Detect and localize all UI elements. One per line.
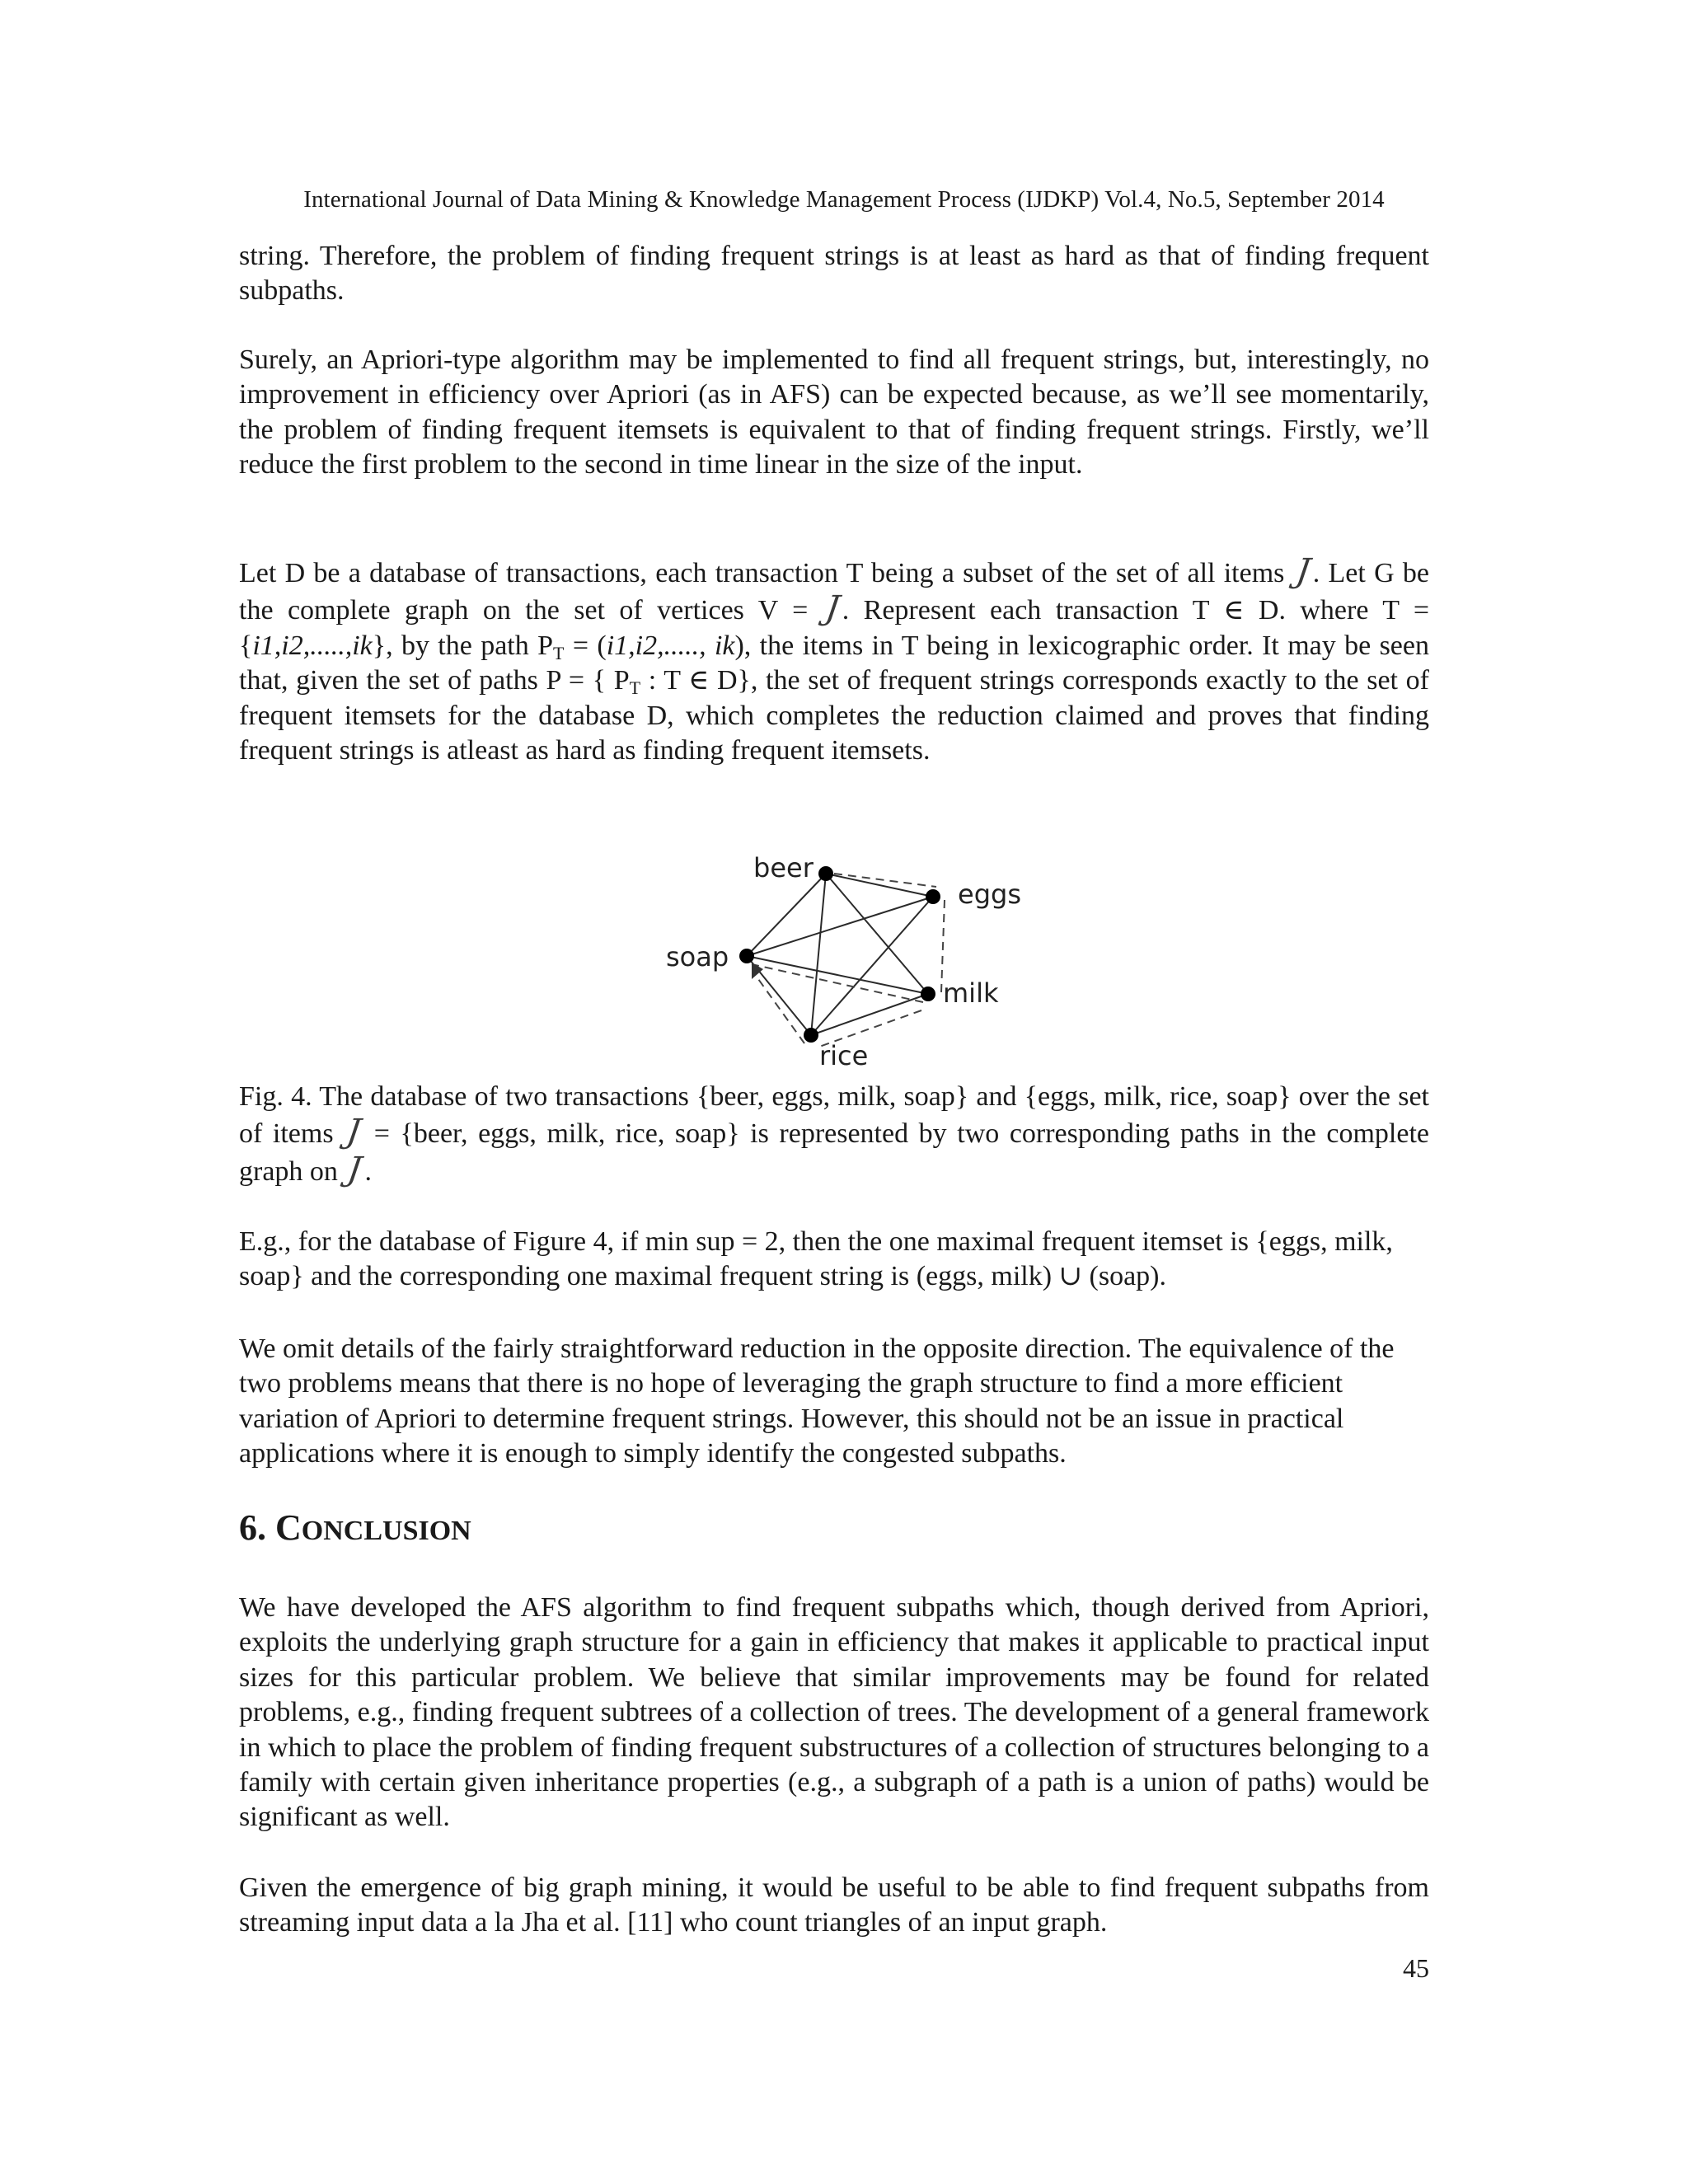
running-header: International Journal of Data Mining & Knowledge Management Process (IJDKP) Vol.4, No.5, September 2014	[303, 186, 1385, 213]
paragraph-4: E.g., for the database of Figure 4, if min sup = 2, then the one maximal frequent itemset is {eggs, milk, soap} and the corresponding one maximal frequent string is (eggs, milk) ∪ (soap).	[239, 1226, 1393, 1292]
node-soap	[739, 949, 754, 963]
paragraph-3: Let D be a database of transactions, each transaction T being a subset of the set of all items J. Let G be the complete graph on the set of vertices V = J. Represent each transaction T ∈ D. where T = {i1,i2,.....,ik}, by the path $P_T = (i1,i2$,....., ik), the items in T being in lexicographic order. It may be seen that, given the set of paths P = { $P_T$ : T ∈ D}, the set of frequent strings corresponds exactly to the set of frequent itemsets for the database D, which completes the reduction claimed and proves that finding frequent strings is atleast as hard as finding frequent itemsets.	[239, 552, 1430, 766]
script-j-symbol: J	[345, 1150, 364, 1188]
label-milk: milk	[943, 977, 999, 1009]
paragraph-7: Given the emergence of big graph mining, it would be useful to be able to find frequent subpaths from streaming input data a la Jha et al. [11] who count triangles of an input graph.	[239, 1872, 1429, 1938]
figure-caption: Fig. 4. The database of two transactions {beer, eggs, milk, soap} and {eggs, milk, rice, soap} over the set of items J = {beer, eggs, milk, rice, soap} is represented by two corresponding paths in the complete graph on J.	[239, 1081, 1430, 1188]
script-j-symbol: J	[344, 1113, 363, 1151]
paragraph-2: Surely, an Apriori-type algorithm may be implemented to find all frequent strings, but, interestingly, no improvement in efficiency over Apriori (as in AFS) can be expected because, as we’ll see momentarily, the problem of finding frequent itemsets is equivalent to that of finding frequent strings. Firstly, we’ll reduce the first problem to the second in time linear in the size of the input.	[239, 344, 1429, 480]
path-items: i1,i2,....., ik	[606, 630, 735, 661]
node-rice	[804, 1028, 818, 1043]
node-milk	[921, 987, 935, 1001]
paragraph-6: We have developed the AFS algorithm to find frequent subpaths which, though derived from Apriori, exploits the underlying graph structure for a gain in efficiency that makes it applicable to practical input sizes for this particular problem. We believe that similar improvements may be found for related problems, e.g., finding frequent subtrees of a collection of trees. The development of a general framework in which to place the problem of finding frequent substructures of a collection of structures belonging to a family with certain given inheritance properties (e.g., a subgraph of a path is a union of paths) would be significant as well.	[239, 1592, 1429, 1833]
paragraph-1: string. Therefore, the problem of finding frequent strings is at least as hard as that of finding frequent subpaths.	[239, 241, 1429, 307]
transaction-items: i1,i2,.....,ik	[252, 630, 373, 661]
figure-4-complete-graph	[659, 841, 1030, 1071]
label-soap: soap	[666, 941, 729, 972]
node-beer	[818, 866, 833, 881]
script-j-symbol: J	[823, 589, 842, 628]
script-j-symbol: J	[1293, 552, 1312, 590]
page-number: 45	[1403, 1953, 1429, 1983]
label-rice: rice	[819, 1040, 869, 1071]
section-heading: 6. CONCLUSION	[239, 1507, 471, 1548]
node-eggs	[926, 889, 940, 904]
label-eggs: eggs	[958, 879, 1021, 910]
paragraph-5: We omit details of the fairly straightforward reduction in the opposite direction. The equivalence of the two problems means that there is no hope of leveraging the graph structure to find a more efficient variation of Apriori to determine frequent strings. However, this should not be an issue in practical applications where it is enough to simply identify the congested subpaths.	[239, 1333, 1395, 1469]
label-beer: beer	[753, 852, 814, 883]
